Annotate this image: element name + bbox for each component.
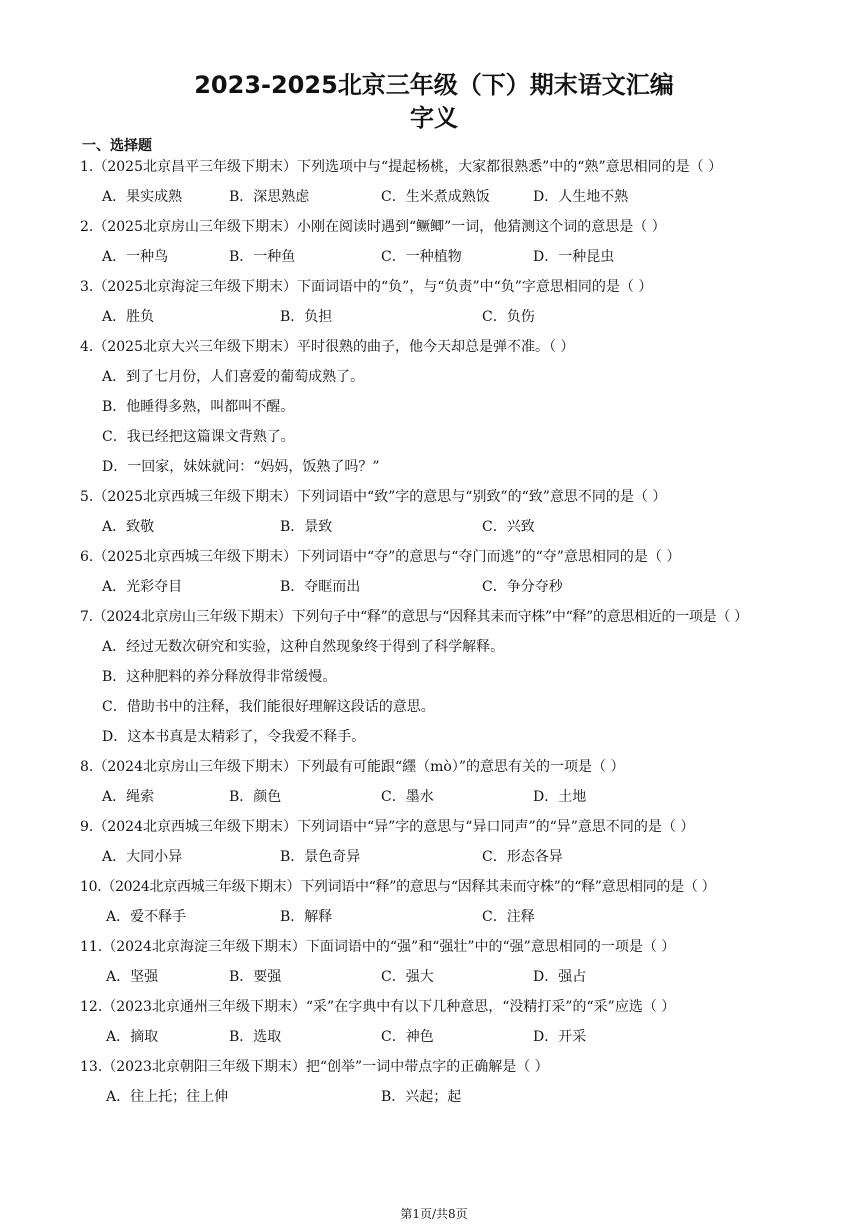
option-b: B．他睡得多熟，叫都叫不醒。 bbox=[102, 399, 295, 415]
question-stem: 5.（2025北京西城三年级下期末）下列词语中“致”字的意思与“别致”的“致”意思不同的是（ ） bbox=[80, 489, 667, 505]
option-a: A．经过无数次研究和实验，这种自然现象终于得到了科学解释。 bbox=[102, 639, 505, 655]
option-b: B．负担 bbox=[280, 309, 333, 325]
option-b: B．景色奇异 bbox=[280, 849, 361, 865]
option-c: C．兴致 bbox=[482, 519, 535, 535]
section-heading: 一、选择题 bbox=[82, 138, 152, 154]
option-b: B．选取 bbox=[229, 1029, 282, 1045]
option-c: C．注释 bbox=[482, 909, 535, 925]
option-d: D．一种昆虫 bbox=[533, 249, 615, 265]
option-a: A．一种鸟 bbox=[102, 249, 169, 265]
option-b: B．景致 bbox=[280, 519, 333, 535]
question-stem: 11.（2024北京海淀三年级下期末）下面词语中的“强”和“强壮”中的“强”意思相同的一项是（ ） bbox=[80, 939, 676, 955]
option-a: A．光彩夺目 bbox=[102, 579, 183, 595]
option-a: A．坚强 bbox=[106, 969, 159, 985]
option-c: C．争分夺秒 bbox=[482, 579, 563, 595]
option-a: A．往上托；往上伸 bbox=[106, 1089, 229, 1105]
option-c: C．借助书中的注释，我们能很好理解这段话的意思。 bbox=[102, 699, 435, 715]
option-b: B．解释 bbox=[280, 909, 333, 925]
option-b: B．深思熟虑 bbox=[229, 189, 310, 205]
option-c: C．墨水 bbox=[381, 789, 434, 805]
question-stem: 10.（2024北京西城三年级下期末）下列词语中“释”的意思与“因释其耒而守株”的“释”意思相同的是（ ） bbox=[80, 879, 716, 895]
option-c: C．负伤 bbox=[482, 309, 535, 325]
question-stem: 3.（2025北京海淀三年级下期末）下面词语中的“负”，与“负责”中“负”字意思相同的是（ ） bbox=[80, 279, 653, 295]
option-d: D．这本书真是太精彩了，令我爱不释手。 bbox=[102, 729, 366, 745]
option-d: D．土地 bbox=[533, 789, 587, 805]
document-title: 2023-2025北京三年级（下）期末语文汇编 bbox=[194, 71, 674, 99]
option-a: A．绳索 bbox=[102, 789, 155, 805]
option-c: C．我已经把这篇课文背熟了。 bbox=[102, 429, 295, 445]
option-b: B．夺眶而出 bbox=[280, 579, 361, 595]
question-stem: 13.（2023北京朝阳三年级下期末）把“创举”一词中带点字的正确解是（ ） bbox=[80, 1059, 549, 1075]
option-d: D．开采 bbox=[533, 1029, 587, 1045]
document-subtitle: 字义 bbox=[410, 104, 458, 132]
question-stem: 12.（2023北京通州三年级下期末）“采”在字典中有以下几种意思，“没精打采”的“采”应选（ ） bbox=[80, 999, 676, 1015]
option-b: B．一种鱼 bbox=[229, 249, 296, 265]
question-stem: 7.（2024北京房山三年级下期末）下列句子中“释”的意思与“因释其耒而守株”中“释”的意思相近的一项是（ ） bbox=[80, 609, 748, 625]
option-d: D．人生地不熟 bbox=[533, 189, 629, 205]
option-b: B．兴起；起 bbox=[381, 1089, 462, 1105]
question-stem: 9.（2024北京西城三年级下期末）下列词语中“异”字的意思与“异口同声”的“异”意思不同的是（ ） bbox=[80, 819, 695, 835]
option-d: D．强占 bbox=[533, 969, 587, 985]
question-stem: 1.（2025北京昌平三年级下期末）下列选项中与“提起杨桃，大家都很熟悉”中的“熟”意思相同的是（ ） bbox=[80, 159, 723, 175]
question-stem: 2.（2025北京房山三年级下期末）小刚在阅读时遇到“鳜鲫”一词，他猜测这个词的意思是（ ） bbox=[80, 219, 666, 235]
option-c: C．强大 bbox=[381, 969, 434, 985]
option-a: A．摘取 bbox=[106, 1029, 159, 1045]
option-a: A．果实成熟 bbox=[102, 189, 183, 205]
page-number: 第1页/共8页 bbox=[400, 1207, 468, 1221]
question-stem: 8.（2024北京房山三年级下期末）下列最有可能跟“纆（mò）”的意思有关的一项是（ ） bbox=[80, 759, 625, 775]
option-b: B．要强 bbox=[229, 969, 282, 985]
option-a: A．爱不释手 bbox=[106, 909, 187, 925]
option-c: C．生米煮成熟饭 bbox=[381, 189, 490, 205]
option-c: C．神色 bbox=[381, 1029, 434, 1045]
option-a: A．致敬 bbox=[102, 519, 155, 535]
option-d: D．一回家，妹妹就问：“妈妈，饭熟了吗？” bbox=[102, 459, 380, 475]
option-b: B．颜色 bbox=[229, 789, 282, 805]
question-stem: 4.（2025北京大兴三年级下期末）平时很熟的曲子，他今天却总是弹不准。（ ） bbox=[80, 339, 575, 355]
option-c: C．形态各异 bbox=[482, 849, 563, 865]
question-stem: 6.（2025北京西城三年级下期末）下列词语中“夺”的意思与“夺门而逃”的“夺”意思相同的是（ ） bbox=[80, 549, 681, 565]
option-c: C．一种植物 bbox=[381, 249, 462, 265]
option-a: A．到了七月份，人们喜爱的葡萄成熟了。 bbox=[102, 369, 365, 385]
option-a: A．胜负 bbox=[102, 309, 155, 325]
option-a: A．大同小异 bbox=[102, 849, 183, 865]
option-b: B．这种肥料的养分释放得非常缓慢。 bbox=[102, 669, 337, 685]
